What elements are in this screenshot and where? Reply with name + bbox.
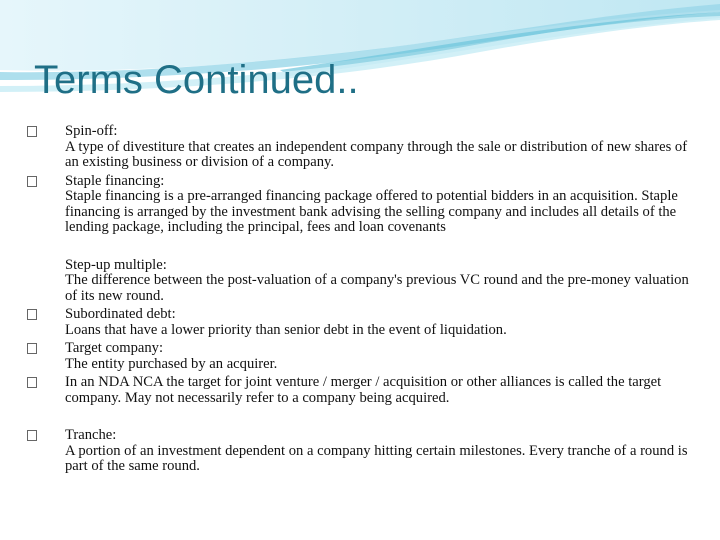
bullet-icon (27, 430, 37, 441)
list-item-target-company (20, 341, 700, 372)
term-definition: Loans that have a lower priority than senior debt in the event of liquidation. (65, 321, 507, 338)
bullet-icon (27, 309, 37, 320)
term-definition: A portion of an investment dependent on a company hitting certain milestones. Every tranche of a round is part of the same round. (65, 442, 688, 474)
bullet-icon (27, 126, 37, 137)
bullet-icon (27, 343, 37, 354)
term-heading: Step-up multiple: (65, 256, 167, 273)
term-definition: A type of divestiture that creates an independent company through the sale or distribution of new shares of an existing business or division of a company. (65, 138, 688, 170)
list-item-staple-financing (20, 174, 700, 236)
term-heading: Subordinated debt: (65, 306, 176, 322)
term-definition: The difference between the post-valuation of a company's previous VC round and the pre-money valuation of its new round. (65, 272, 689, 304)
term-heading: Target company: (65, 340, 163, 356)
term-definition: In an NDA NCA the target for joint venture / merger / acquisition or other alliances is called the target company. May not necessarily refer to a company being acquired. (65, 374, 662, 406)
term-heading: Staple financing: (65, 172, 165, 189)
term-definition: Staple financing is a pre-arranged financing package offered to potential bidders in an acquisition. Staple financing is arranged by the investment bank advising the selling company and includes all details of the lending package, including the principal, fees and loan covenants (65, 188, 678, 235)
bullet-icon (27, 377, 37, 388)
list-item-target-note (20, 375, 700, 406)
bullet-icon (27, 176, 37, 187)
slide-content (20, 124, 700, 475)
list-item-subordinated-debt (20, 307, 700, 338)
term-heading: Tranche: (65, 427, 117, 443)
term-heading: Spin-off: (65, 123, 118, 139)
list-item-step-up-multiple (20, 258, 700, 305)
list-item-tranche (20, 428, 700, 475)
list-item-spin-off (20, 124, 700, 171)
slide-title: Terms Continued.. (34, 58, 359, 102)
term-definition: The entity purchased by an acquirer. (65, 355, 278, 372)
